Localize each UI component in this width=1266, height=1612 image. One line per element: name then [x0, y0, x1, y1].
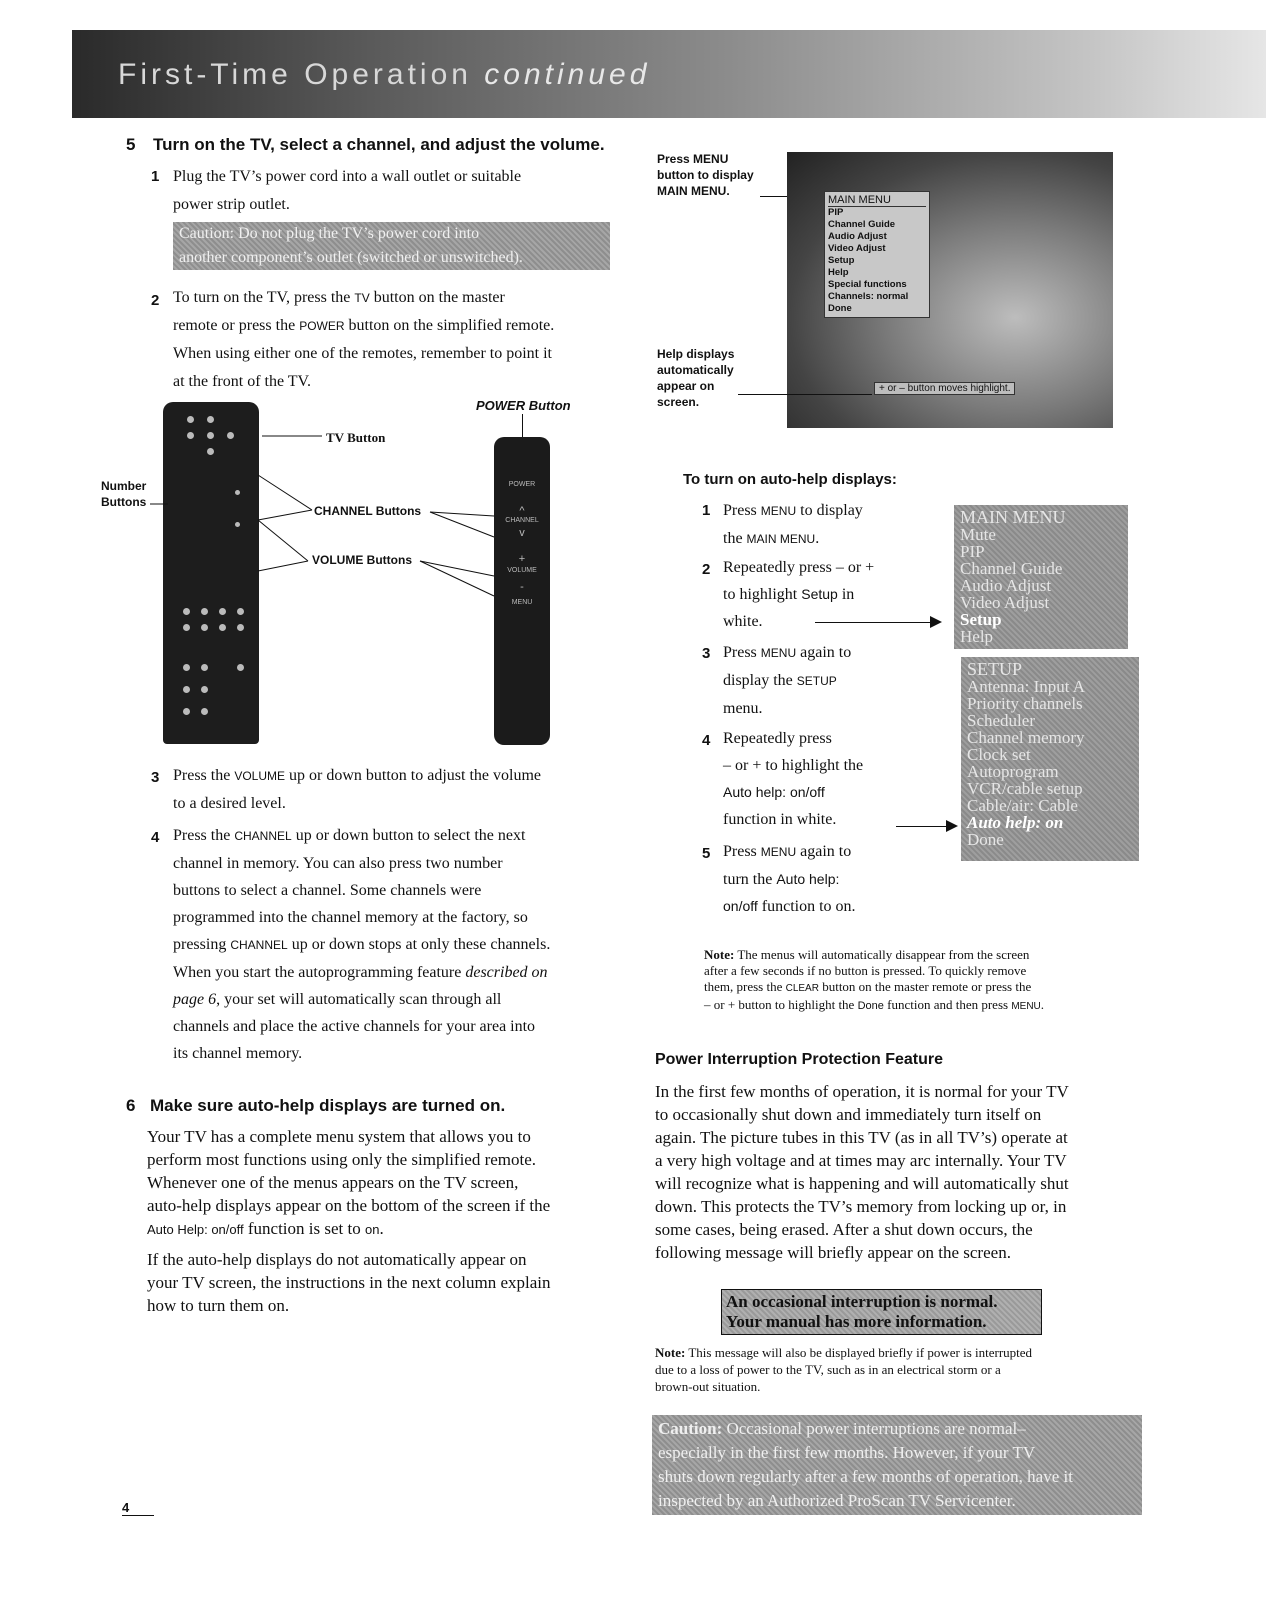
text-span: up or down button to select the next — [295, 827, 526, 844]
tv-menu-item: Special functions — [828, 279, 907, 290]
note-label: Note: — [655, 1345, 686, 1360]
setup-menu-item: Antenna: Input A — [967, 677, 1086, 696]
text-span: Press — [723, 843, 757, 860]
text-line: down. This protects the TV’s memory from locking up or, in — [655, 1197, 1067, 1216]
auto-step-1-text — [723, 497, 923, 553]
text-span: remote or press the — [173, 317, 296, 334]
on-off-key: on/off — [723, 898, 758, 914]
step-5-1-number: 1 — [151, 168, 160, 185]
label-line: automatically — [657, 363, 734, 377]
menu-key: MENU — [760, 646, 797, 660]
setup-menu-item: Scheduler — [967, 711, 1035, 730]
setup-menu-item-selected: Auto help: on — [967, 813, 1064, 832]
step-5-heading: Turn on the TV, select a channel, and adjust the volume. — [153, 135, 605, 154]
page-title-continued: continued — [484, 58, 651, 91]
step-5-3-text — [173, 762, 623, 818]
text-span: function and then press — [887, 997, 1009, 1012]
setup-menu-graphic — [961, 657, 1139, 861]
auto-help-heading: To turn on auto-help displays: — [683, 471, 897, 488]
label-line: screen. — [657, 395, 700, 409]
text-span: them, press the — [704, 979, 783, 994]
text-span: . — [1040, 997, 1045, 1012]
tv-menu-item: Setup — [828, 255, 855, 266]
channel-key: CHANNEL — [234, 829, 292, 843]
tv-menu-item: Channel Guide — [828, 219, 896, 230]
text-line: In the first few months of operation, it is normal for your TV — [655, 1082, 1069, 1101]
volume-up-icon: + — [518, 553, 526, 565]
tv-menu-item: Channels: normal — [828, 291, 909, 302]
power-button-label: POWER Button — [476, 398, 571, 413]
text-line: programmed into the channel memory at the factory, so — [173, 909, 528, 926]
text-span: This message will also be displayed briefly if power is interrupted — [688, 1345, 1033, 1360]
text-span: Press the — [173, 767, 231, 784]
text-line: Your TV has a complete menu system that allows you to — [147, 1127, 531, 1146]
text-line: Whenever one of the menus appears on the TV screen, — [147, 1173, 519, 1192]
clear-key: CLEAR — [785, 983, 819, 994]
text-span: , your set will automatically scan through all — [216, 991, 502, 1008]
text-line: perform most functions using only the simplified remote. — [147, 1150, 537, 1169]
tv-menu-item: Done — [828, 303, 852, 314]
text-line: to a desired level. — [173, 795, 286, 812]
channel-key: CHANNEL — [230, 938, 288, 952]
text-span: function to on. — [761, 898, 856, 915]
power-key: POWER — [299, 319, 345, 333]
main-menu-item: PIP — [960, 542, 985, 561]
text-line: power strip outlet. — [173, 196, 290, 213]
note-label: Note: — [704, 947, 735, 962]
auto-step-4-number: 4 — [702, 732, 711, 749]
text-line: channels and place the active channels for your area into — [173, 1018, 536, 1035]
channel-down-icon: v — [519, 527, 525, 539]
auto-step-3-text — [723, 639, 923, 722]
caution-line: inspected by an Authorized ProScan TV Servicenter. — [658, 1491, 1016, 1510]
simple-volume-label: VOLUME — [507, 567, 537, 574]
caution-line: Caution: Do not plug the TV’s power cord into — [179, 225, 480, 242]
text-span: To turn on the TV, press the — [173, 289, 351, 306]
text-line: at the front of the TV. — [173, 373, 312, 390]
setup-menu-item: Cable/air: Cable — [967, 796, 1078, 815]
tv-main-menu — [824, 191, 930, 318]
text-span: pressing — [173, 936, 227, 953]
arrow-right-icon — [946, 820, 958, 832]
text-span: display the — [723, 672, 793, 689]
page-reference: described on — [465, 964, 548, 981]
text-line: to occasionally shut down and immediately turn itself on — [655, 1105, 1042, 1124]
tv-menu-title: MAIN MENU — [828, 194, 926, 207]
text-span: to highlight — [723, 586, 798, 603]
text-line: due to a loss of power to the TV, such as in an electrical storm or a — [655, 1362, 1001, 1377]
volume-key: VOLUME — [234, 769, 286, 783]
message-line: An occasional interruption is normal. — [726, 1292, 998, 1311]
text-span: . — [815, 530, 820, 547]
caution-line: shuts down regularly after a few months of operation, have it — [658, 1467, 1073, 1486]
setup-arrow-line — [815, 622, 935, 623]
label-line: button to display — [657, 168, 754, 182]
setup-key: Setup — [801, 586, 838, 602]
simple-menu-label: MENU — [511, 599, 533, 606]
text-span: button on the simplified remote. — [348, 317, 555, 334]
main-menu-item: Channel Guide — [960, 559, 1063, 578]
tv-key: TV — [354, 291, 370, 305]
auto-step-2-number: 2 — [702, 561, 711, 578]
power-interruption-heading: Power Interruption Protection Feature — [655, 1051, 944, 1068]
volume-buttons-label: VOLUME Buttons — [312, 553, 412, 567]
label-line: Number — [101, 479, 147, 493]
text-span: Press — [723, 644, 757, 661]
tv-help-bar: + or – button moves highlight. — [874, 382, 1015, 395]
text-span: button on the master remote or press the — [822, 979, 1032, 994]
step-5-4-text — [173, 822, 628, 1067]
text-span: again to — [800, 644, 852, 661]
text-line: a very high voltage and at times may arc internally. Your TV — [655, 1151, 1067, 1170]
main-menu-key: MAIN MENU — [746, 532, 816, 546]
auto-step-4-text — [723, 725, 923, 833]
label-line: Press MENU — [657, 152, 729, 166]
main-menu-item: Video Adjust — [960, 593, 1050, 612]
text-line: channel in memory. You can also press two number — [173, 855, 503, 872]
setup-menu-item: Clock set — [967, 745, 1031, 764]
help-displays-leader — [738, 394, 872, 395]
caution-label: Caution: — [658, 1419, 723, 1438]
text-line: brown-out situation. — [655, 1379, 761, 1394]
channel-buttons-label: CHANNEL Buttons — [314, 504, 422, 518]
auto-help-key: Auto help: — [776, 871, 840, 887]
text-span: the — [723, 530, 743, 547]
step-5-number: 5 — [126, 135, 136, 154]
text-span: Press the — [173, 827, 231, 844]
main-menu-item: Mute — [960, 525, 996, 544]
tv-button-label: TV Button — [326, 430, 386, 445]
interruption-message — [721, 1289, 1042, 1335]
text-span: Press — [723, 502, 757, 519]
main-menu-item-selected: Setup — [960, 610, 1002, 629]
text-span: . — [379, 1219, 384, 1238]
text-span: to display — [800, 502, 863, 519]
tv-menu-item: PIP — [828, 207, 844, 218]
label-line: Buttons — [101, 495, 147, 509]
press-menu-label — [657, 151, 754, 199]
text-line: after a few seconds if no button is pressed. To quickly remove — [704, 963, 1027, 978]
setup-menu-item: Autoprogram — [967, 762, 1059, 781]
setup-menu-item: Priority channels — [967, 694, 1083, 713]
setup-menu-title: SETUP — [967, 659, 1023, 679]
volume-down-icon: - — [520, 581, 524, 593]
tv-menu-item: Audio Adjust — [828, 231, 887, 242]
help-displays-label — [657, 346, 734, 410]
page-reference: page 6 — [173, 991, 217, 1008]
text-span: Occasional power interruptions are normal– — [726, 1419, 1026, 1438]
step-5-2-number: 2 — [151, 292, 160, 309]
message-line: Your manual has more information. — [726, 1312, 987, 1331]
on-key: on — [364, 1222, 380, 1237]
text-line: auto-help displays appear on the bottom of the screen if the — [147, 1196, 551, 1215]
text-span: – or + button to highlight the — [704, 997, 855, 1012]
text-line: again. The picture tubes in this TV (as in all TV’s) operate at — [655, 1128, 1068, 1147]
text-line: how to turn them on. — [147, 1296, 290, 1315]
text-span: function is set to — [247, 1219, 361, 1238]
text-span: turn the — [723, 871, 773, 888]
label-line: MAIN MENU. — [657, 184, 730, 198]
setup-menu-item: VCR/cable setup — [967, 779, 1083, 798]
text-line: buttons to select a channel. Some channels were — [173, 882, 482, 899]
tv-menu-item: Video Adjust — [828, 243, 886, 254]
auto-step-1-number: 1 — [702, 502, 711, 519]
simple-power-label: POWER — [508, 481, 536, 488]
main-menu-item: Audio Adjust — [960, 576, 1052, 595]
main-menu-graphic — [954, 505, 1128, 649]
text-line: When using either one of the remotes, remember to point it — [173, 345, 552, 362]
auto-step-5-text — [723, 838, 923, 920]
done-key: Done — [857, 1000, 884, 1012]
menu-key: MENU — [760, 504, 797, 518]
auto-help-key: Auto Help: on/off — [147, 1222, 244, 1237]
auto-help-key: Auto help: on/off — [723, 784, 825, 800]
text-line: its channel memory. — [173, 1045, 303, 1062]
text-line: Repeatedly press — [723, 730, 832, 747]
step-6-heading: Make sure auto-help displays are turned on. — [150, 1096, 506, 1115]
text-line: function in white. — [723, 811, 837, 828]
text-line: Plug the TV’s power cord into a wall outlet or suitable — [173, 168, 522, 185]
menu-key: MENU — [760, 845, 797, 859]
main-menu-item: Help — [960, 627, 994, 646]
text-span: in — [841, 586, 855, 603]
main-menu-title: MAIN MENU — [960, 507, 1066, 527]
arrow-right-icon — [930, 616, 942, 628]
simple-channel-label: CHANNEL — [505, 517, 539, 524]
power-interruption-text — [655, 1080, 1145, 1264]
text-span: button on the master — [373, 289, 505, 306]
caution-box-power — [652, 1415, 1142, 1515]
step-5-4-number: 4 — [151, 829, 160, 846]
power-note — [655, 1344, 1145, 1395]
number-buttons-label — [101, 478, 146, 510]
step-6-paragraph-1 — [147, 1125, 617, 1241]
step-6-number: 6 — [126, 1096, 136, 1115]
step-6-paragraph-2 — [147, 1248, 617, 1317]
auto-step-5-number: 5 — [702, 845, 711, 862]
page-number: 4 — [122, 1500, 154, 1516]
label-line: Help displays — [657, 347, 735, 361]
auto-step-3-number: 3 — [702, 645, 711, 662]
text-span: When you start the autoprogramming feature — [173, 964, 462, 981]
text-line: menu. — [723, 700, 763, 717]
setup-menu-item: Channel memory — [967, 728, 1085, 747]
text-line: some cases, being erased. After a shut down occurs, the — [655, 1220, 1033, 1239]
auto-help-arrow-line — [896, 826, 950, 827]
text-line: following message will briefly appear on the screen. — [655, 1243, 1011, 1262]
label-line: appear on — [657, 379, 715, 393]
text-span: up or down button to adjust the volume — [289, 767, 541, 784]
step-5-3-number: 3 — [151, 769, 160, 786]
caution-line: another component’s outlet (switched or unswitched). — [179, 249, 523, 266]
text-span: The menus will automatically disappear from the screen — [737, 947, 1030, 962]
caution-line: especially in the first few months. However, if your TV — [658, 1443, 1036, 1462]
text-line: white. — [723, 613, 763, 630]
channel-up-icon: ^ — [519, 505, 525, 517]
text-line: your TV screen, the instructions in the next column explain — [147, 1273, 551, 1292]
menu-note — [704, 947, 1144, 1015]
text-line: Repeatedly press – or + — [723, 559, 875, 576]
text-line: If the auto-help displays do not automatically appear on — [147, 1250, 527, 1269]
setup-key: SETUP — [796, 674, 837, 688]
tv-menu-item: Help — [828, 267, 849, 278]
text-span: up or down stops at only these channels. — [291, 936, 551, 953]
menu-key: MENU — [1011, 1001, 1041, 1012]
text-line: will recognize what is happening and will automatically shut — [655, 1174, 1069, 1193]
text-span: again to — [800, 843, 852, 860]
setup-menu-item: Done — [967, 830, 1004, 849]
page-title-text: First-Time Operation — [118, 58, 472, 91]
text-line: – or + to highlight the — [723, 757, 864, 774]
